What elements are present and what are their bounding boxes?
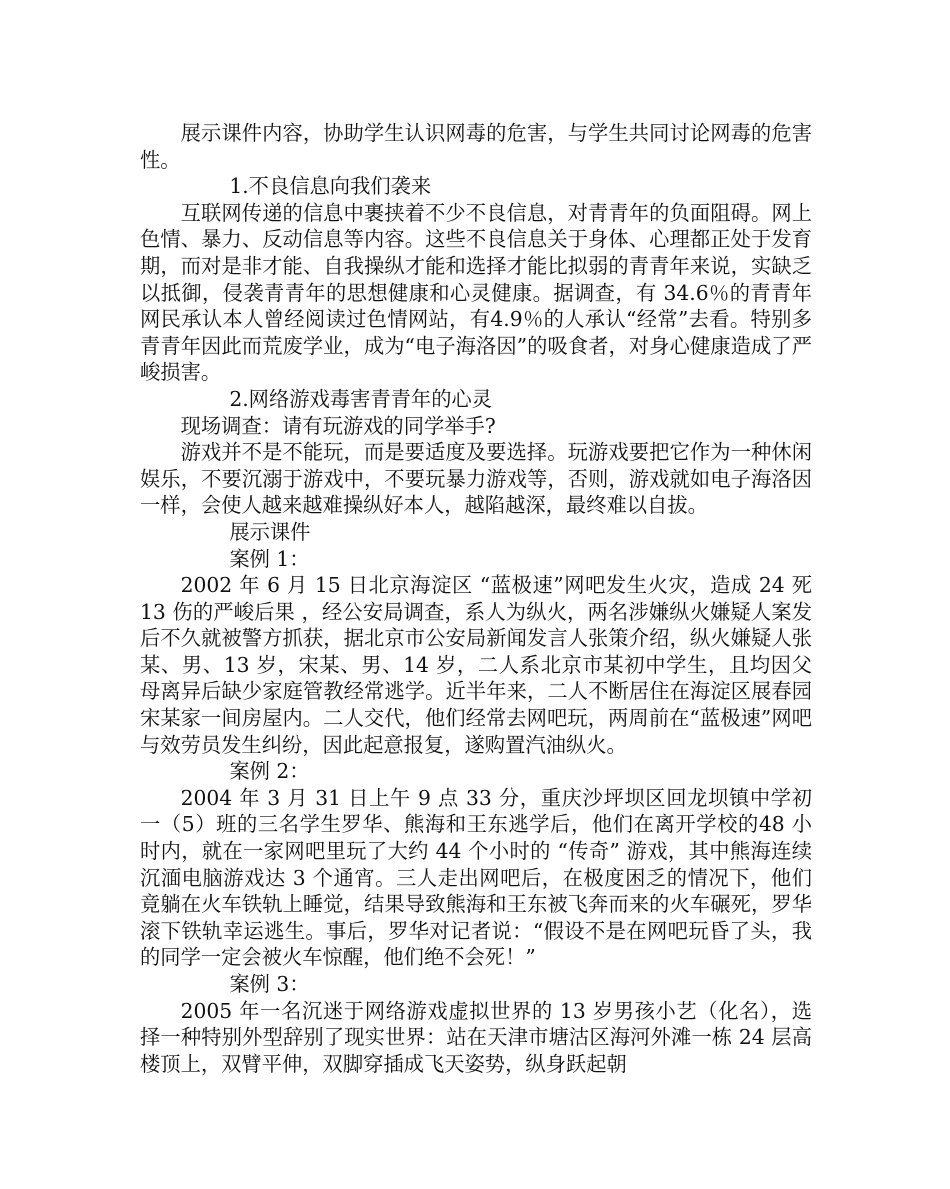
case-2-label: 案例 2： <box>229 759 310 784</box>
intro-paragraph: 展示课件内容，协助学生认识网毒的危害，与学生共同讨论网毒的危害性。 <box>140 121 812 172</box>
case-3-label: 案例 3： <box>229 972 310 996</box>
document-body <box>140 120 812 1077</box>
survey-question-paragraph: 现场调查：请有玩游戏的同学举手? <box>180 413 496 438</box>
case-1-label: 案例 1： <box>229 546 310 571</box>
bad-information-paragraph: 互联网传递的信息中裹挟着不少不良信息，对青青年的负面阻碍。网上色情、暴力、反动信息等内容。这些不良信息关于身体、心理都正处于发育期，而对是非才能、自我操纵才能和选择才能比拟弱的青青年来说，实缺乏以抵御，侵袭青青年的思想健康和心灵健康。据调查，有 34.6％的青青年网民承认本人曾经阅读过色情网站，有4.9％的人承认“经常”去看。特别多青青年因此而荒废学业，成为“电子海洛因”的吸食者，对身心健康造成了严峻损害。 <box>140 200 812 385</box>
case-2-paragraph: 2004 年 3 月 31 日上午 9 点 33 分，重庆沙坪坝区回龙坝镇中学初一（5）班的三名学生罗华、熊海和王东逃学后，他们在离开学校的48 小时内，就在一家网吧里玩了大约 44 个小时的 “传奇” 游戏，其中熊海连续沉湎电脑游戏达 3 个通宵。三人走出网吧后，在极度困乏的情况下，他们竟躺在火车铁轨上睡觉，结果导致熊海和王东被飞奔而来的火车碾死，罗华滚下铁轨幸运逃生。事后，罗华对记者说：“假设不是在网吧玩昏了头，我的同学一定会被火车惊醒，他们绝不会死！” <box>140 785 812 970</box>
case-3-paragraph: 2005 年一名沉迷于网络游戏虚拟世界的 13 岁男孩小艺（化名），选择一种特别外型辞别了现实世界：站在天津市塘沽区海河外滩一栋 24 层高楼顶上，双臂平伸，双脚穿插成飞天姿势，纵身跃起朝 <box>140 998 812 1076</box>
show-courseware-label: 展示课件 <box>229 519 311 544</box>
section-heading-online-games: 2.网络游戏毒害青青年的心灵 <box>229 386 493 411</box>
section-heading-bad-information: 1.不良信息向我们袭来 <box>229 174 432 199</box>
case-1-paragraph: 2002 年 6 月 15 日北京海淀区 “蓝极速”网吧发生火灾，造成 24 死 13 伤的严峻后果 ，经公安局调查，系人为纵火，两名涉嫌纵火嫌疑人案发后不久就被警方抓获，据北京市公安局新闻发言人张策介绍，纵火嫌疑人张某、男、13 岁，宋某、男、14 岁，二人系北京市某初中学生，且均因父母离异后缺少家庭管教经常逃学。近半年来，二人不断居住在海淀区展春园宋某家一间房屋内。二人交代，他们经常去网吧玩，两周前在“蓝极速”网吧与效劳员发生纠纷，因此起意报复，遂购置汽油纵火。 <box>140 573 812 757</box>
games-paragraph: 游戏并不是不能玩，而是要适度及要选择。玩游戏要把它作为一种休闲娱乐，不要沉溺于游戏中，不要玩暴力游戏等，否则，游戏就如电子海洛因一样，会使人越来越难操纵好本人，越陷越深，最终难以自拔。 <box>140 440 812 518</box>
